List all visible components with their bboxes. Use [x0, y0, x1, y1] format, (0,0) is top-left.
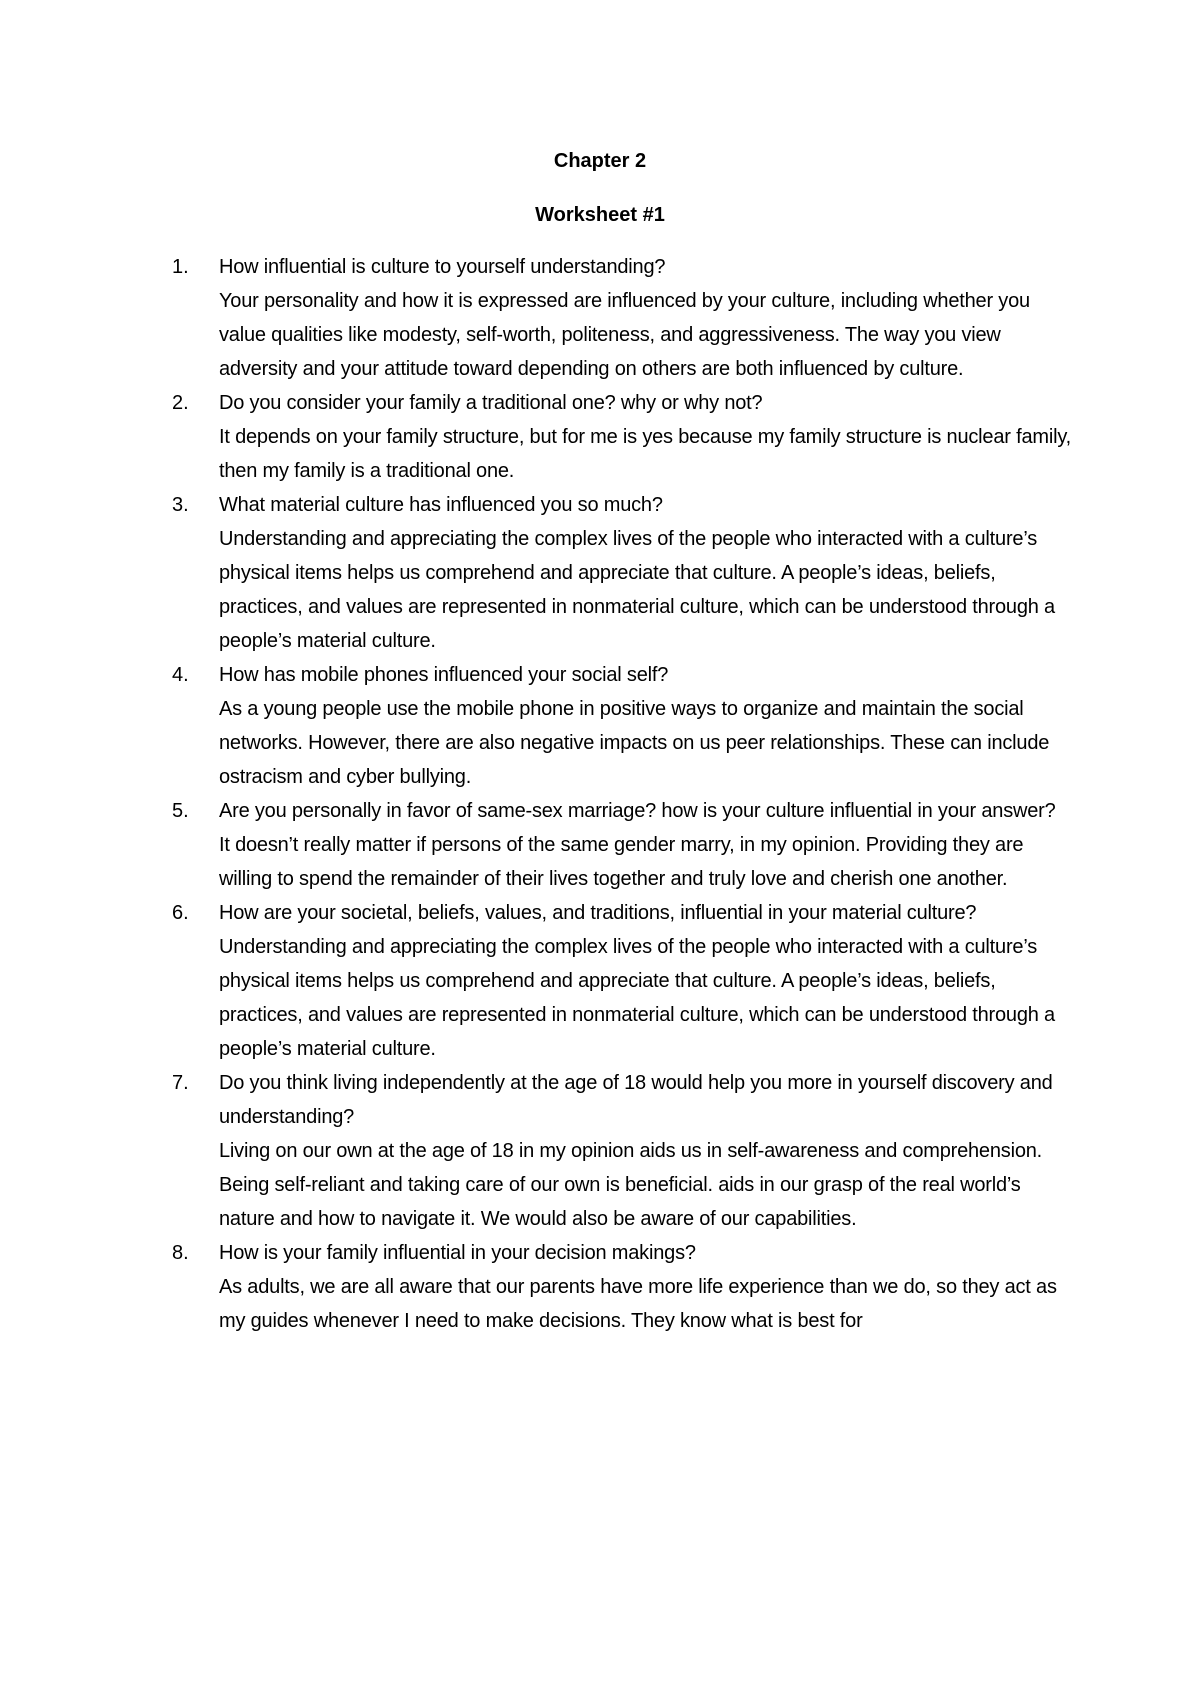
question-item-5 — [172, 794, 1072, 896]
question-text: Do you think living independently at the age of 18 would help you more in yourself discovery and understanding? — [219, 1072, 1053, 1128]
question-item-8 — [172, 1236, 1072, 1338]
question-list — [172, 250, 1072, 1338]
worksheet-title: Worksheet #1 — [535, 204, 665, 226]
question-number: 2. — [172, 392, 189, 414]
answer-text: It depends on your family structure, but for me is yes because my family structure is nuclear family, then my family is a traditional one. — [219, 426, 1071, 482]
question-text: What material culture has influenced you so much? — [219, 494, 663, 516]
question-text: Are you personally in favor of same-sex marriage? how is your culture influential in your answer? — [219, 800, 1056, 822]
question-item-6 — [172, 896, 1072, 1066]
question-number: 3. — [172, 494, 189, 516]
answer-text: Understanding and appreciating the complex lives of the people who interacted with a culture’s physical items helps us comprehend and appreciate that culture. A people’s ideas, beliefs, practices, and values are represented in nonmaterial culture, which can be understood through a people’s material culture. — [219, 528, 1055, 652]
question-text: How has mobile phones influenced your social self? — [219, 664, 669, 686]
question-text: How are your societal, beliefs, values, and traditions, influential in your material culture? — [219, 902, 977, 924]
question-number: 4. — [172, 664, 189, 686]
answer-text: As a young people use the mobile phone in positive ways to organize and maintain the social networks. However, there are also negative impacts on us peer relationships. These can include ostracism and cyber bullying. — [219, 698, 1050, 788]
question-number: 5. — [172, 800, 189, 822]
question-number: 7. — [172, 1072, 189, 1094]
answer-text: Your personality and how it is expressed are influenced by your culture, including whether you value qualities like modesty, self-worth, politeness, and aggressiveness. The way you view adversity and your attitude toward depending on others are both influenced by culture. — [219, 290, 1030, 380]
answer-text: Understanding and appreciating the complex lives of the people who interacted with a culture’s physical items helps us comprehend and appreciate that culture. A people’s ideas, beliefs, practices, and values are represented in nonmaterial culture, which can be understood through a people’s material culture. — [219, 936, 1055, 1060]
question-item-4 — [172, 658, 1072, 794]
question-text: How influential is culture to yourself understanding? — [219, 256, 666, 278]
question-item-2 — [172, 386, 1072, 488]
question-text: How is your family influential in your decision makings? — [219, 1242, 696, 1264]
question-text: Do you consider your family a traditional one? why or why not? — [219, 392, 763, 414]
question-item-1 — [172, 250, 1072, 386]
question-number: 6. — [172, 902, 189, 924]
answer-text: As adults, we are all aware that our parents have more life experience than we do, so they act as my guides whenever I need to make decisions. They know what is best for — [219, 1276, 1057, 1332]
chapter-title: Chapter 2 — [553, 150, 647, 172]
question-item-3 — [172, 488, 1072, 658]
question-number: 8. — [172, 1242, 189, 1264]
question-item-7 — [172, 1066, 1072, 1236]
answer-text: It doesn’t really matter if persons of the same gender marry, in my opinion. Providing they are willing to spend the remainder of their lives together and truly love and cherish one another. — [219, 834, 1024, 890]
answer-text: Living on our own at the age of 18 in my opinion aids us in self-awareness and comprehension. Being self-reliant and taking care of our own is beneficial. aids in our grasp of the real world’s nature and how to navigate it. We would also be aware of our capabilities. — [219, 1140, 1043, 1230]
question-number: 1. — [172, 256, 189, 278]
